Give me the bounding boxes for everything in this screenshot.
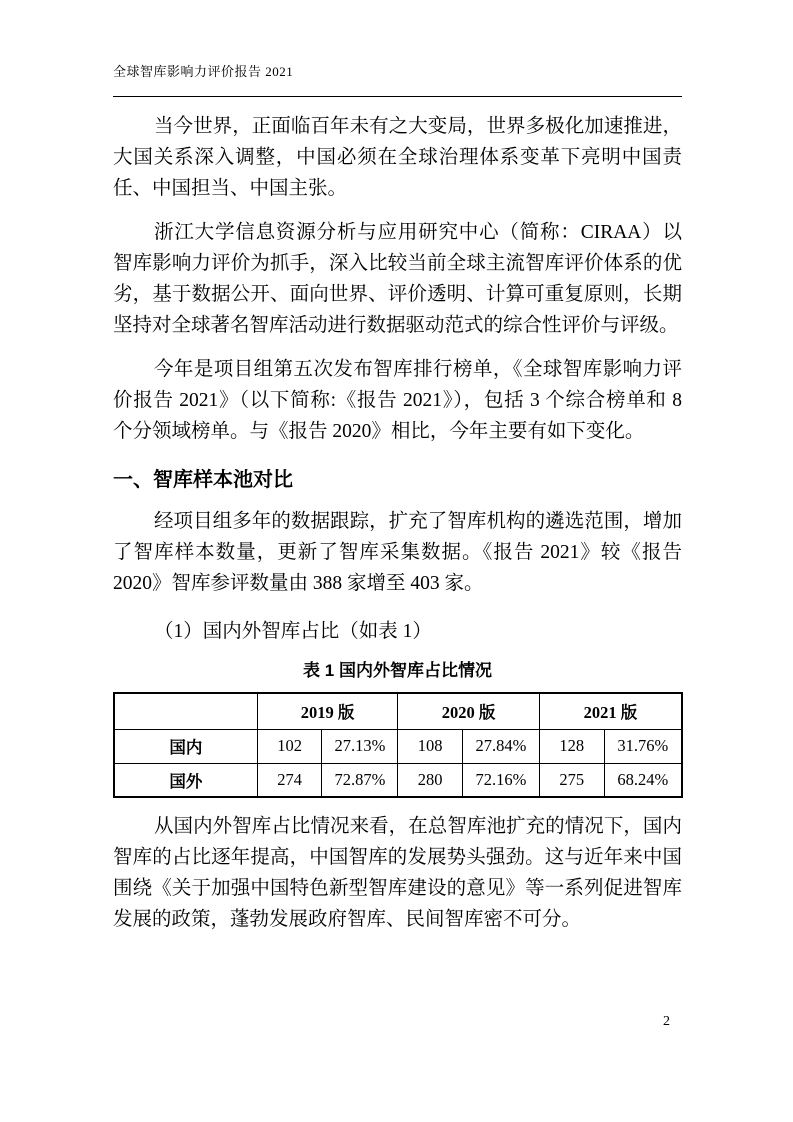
row-label-domestic: 国内 <box>114 729 257 763</box>
paragraph-3: 今年是项目组第五次发布智库排行榜单，《全球智库影响力评价报告 2021》（以下简称:《报告 2021》），包括 3 个综合榜单和 8 个分领域榜单。与《报告 2020》相比，今年主要有如下变化。 <box>113 359 682 442</box>
paragraph-1: 当今世界，正面临百年未有之大变局，世界多极化加速推进，大国关系深入调整，中国必须在全球治理体系变革下亮明中国责任、中国担当、中国主张。 <box>113 116 682 199</box>
section-heading-1: 一、智库样本池对比 <box>113 469 293 491</box>
page-number: 2 <box>663 1014 670 1029</box>
cell-2021-domestic-pct: 31.76% <box>604 729 682 763</box>
cell-2020-foreign-count: 280 <box>398 763 463 797</box>
header-rule <box>113 96 682 97</box>
cell-2020-foreign-pct: 72.16% <box>463 763 540 797</box>
table-row-domestic <box>114 729 682 763</box>
year-header-2021: 2021 版 <box>539 693 682 729</box>
cell-2019-foreign-count: 274 <box>257 763 322 797</box>
table-corner-cell <box>114 693 257 729</box>
cell-2020-domestic-count: 108 <box>398 729 463 763</box>
paragraph-2: 浙江大学信息资源分析与应用研究中心（简称：CIRAA）以智库影响力评价为抓手，深入比较当前全球主流智库评价体系的优劣，基于数据公开、面向世界、评价透明、计算可重复原则，长期坚持对全球著名智库活动进行数据驱动范式的综合性评价与评级。 <box>113 222 682 336</box>
table-caption: 表 1 国内外智库占比情况 <box>303 661 492 680</box>
cell-2019-domestic-count: 102 <box>257 729 322 763</box>
cell-2019-foreign-pct: 72.87% <box>322 763 398 797</box>
table-row-foreign <box>114 763 682 797</box>
row-label-foreign: 国外 <box>114 763 257 797</box>
cell-2021-domestic-count: 128 <box>539 729 604 763</box>
year-header-2020: 2020 版 <box>398 693 540 729</box>
cell-2021-foreign-count: 275 <box>539 763 604 797</box>
document-body <box>113 111 682 935</box>
cell-2019-domestic-pct: 27.13% <box>322 729 398 763</box>
domestic-foreign-ratio-table <box>113 692 683 798</box>
paragraph-5: 从国内外智库占比情况来看，在总智库池扩充的情况下，国内智库的占比逐年提高，中国智库的发展势头强劲。这与近年来中国围绕《关于加强中国特色新型智库建设的意见》等一系列促进智库发展的政策，蓬勃发展政府智库、民间智库密不可分。 <box>113 816 682 930</box>
running-header: 全球智库影响力评价报告 2021 <box>113 64 294 79</box>
cell-2020-domestic-pct: 27.84% <box>463 729 540 763</box>
year-header-2019: 2019 版 <box>257 693 398 729</box>
cell-2021-foreign-pct: 68.24% <box>604 763 682 797</box>
list-item-1: （1）国内外智库占比（如表 1） <box>154 621 432 642</box>
table-header-row <box>114 693 682 729</box>
paragraph-4: 经项目组多年的数据跟踪，扩充了智库机构的遴选范围，增加了智库样本数量，更新了智库采集数据。《报告 2021》较《报告 2020》智库参评数量由 388 家增至 403 家。 <box>113 511 682 594</box>
